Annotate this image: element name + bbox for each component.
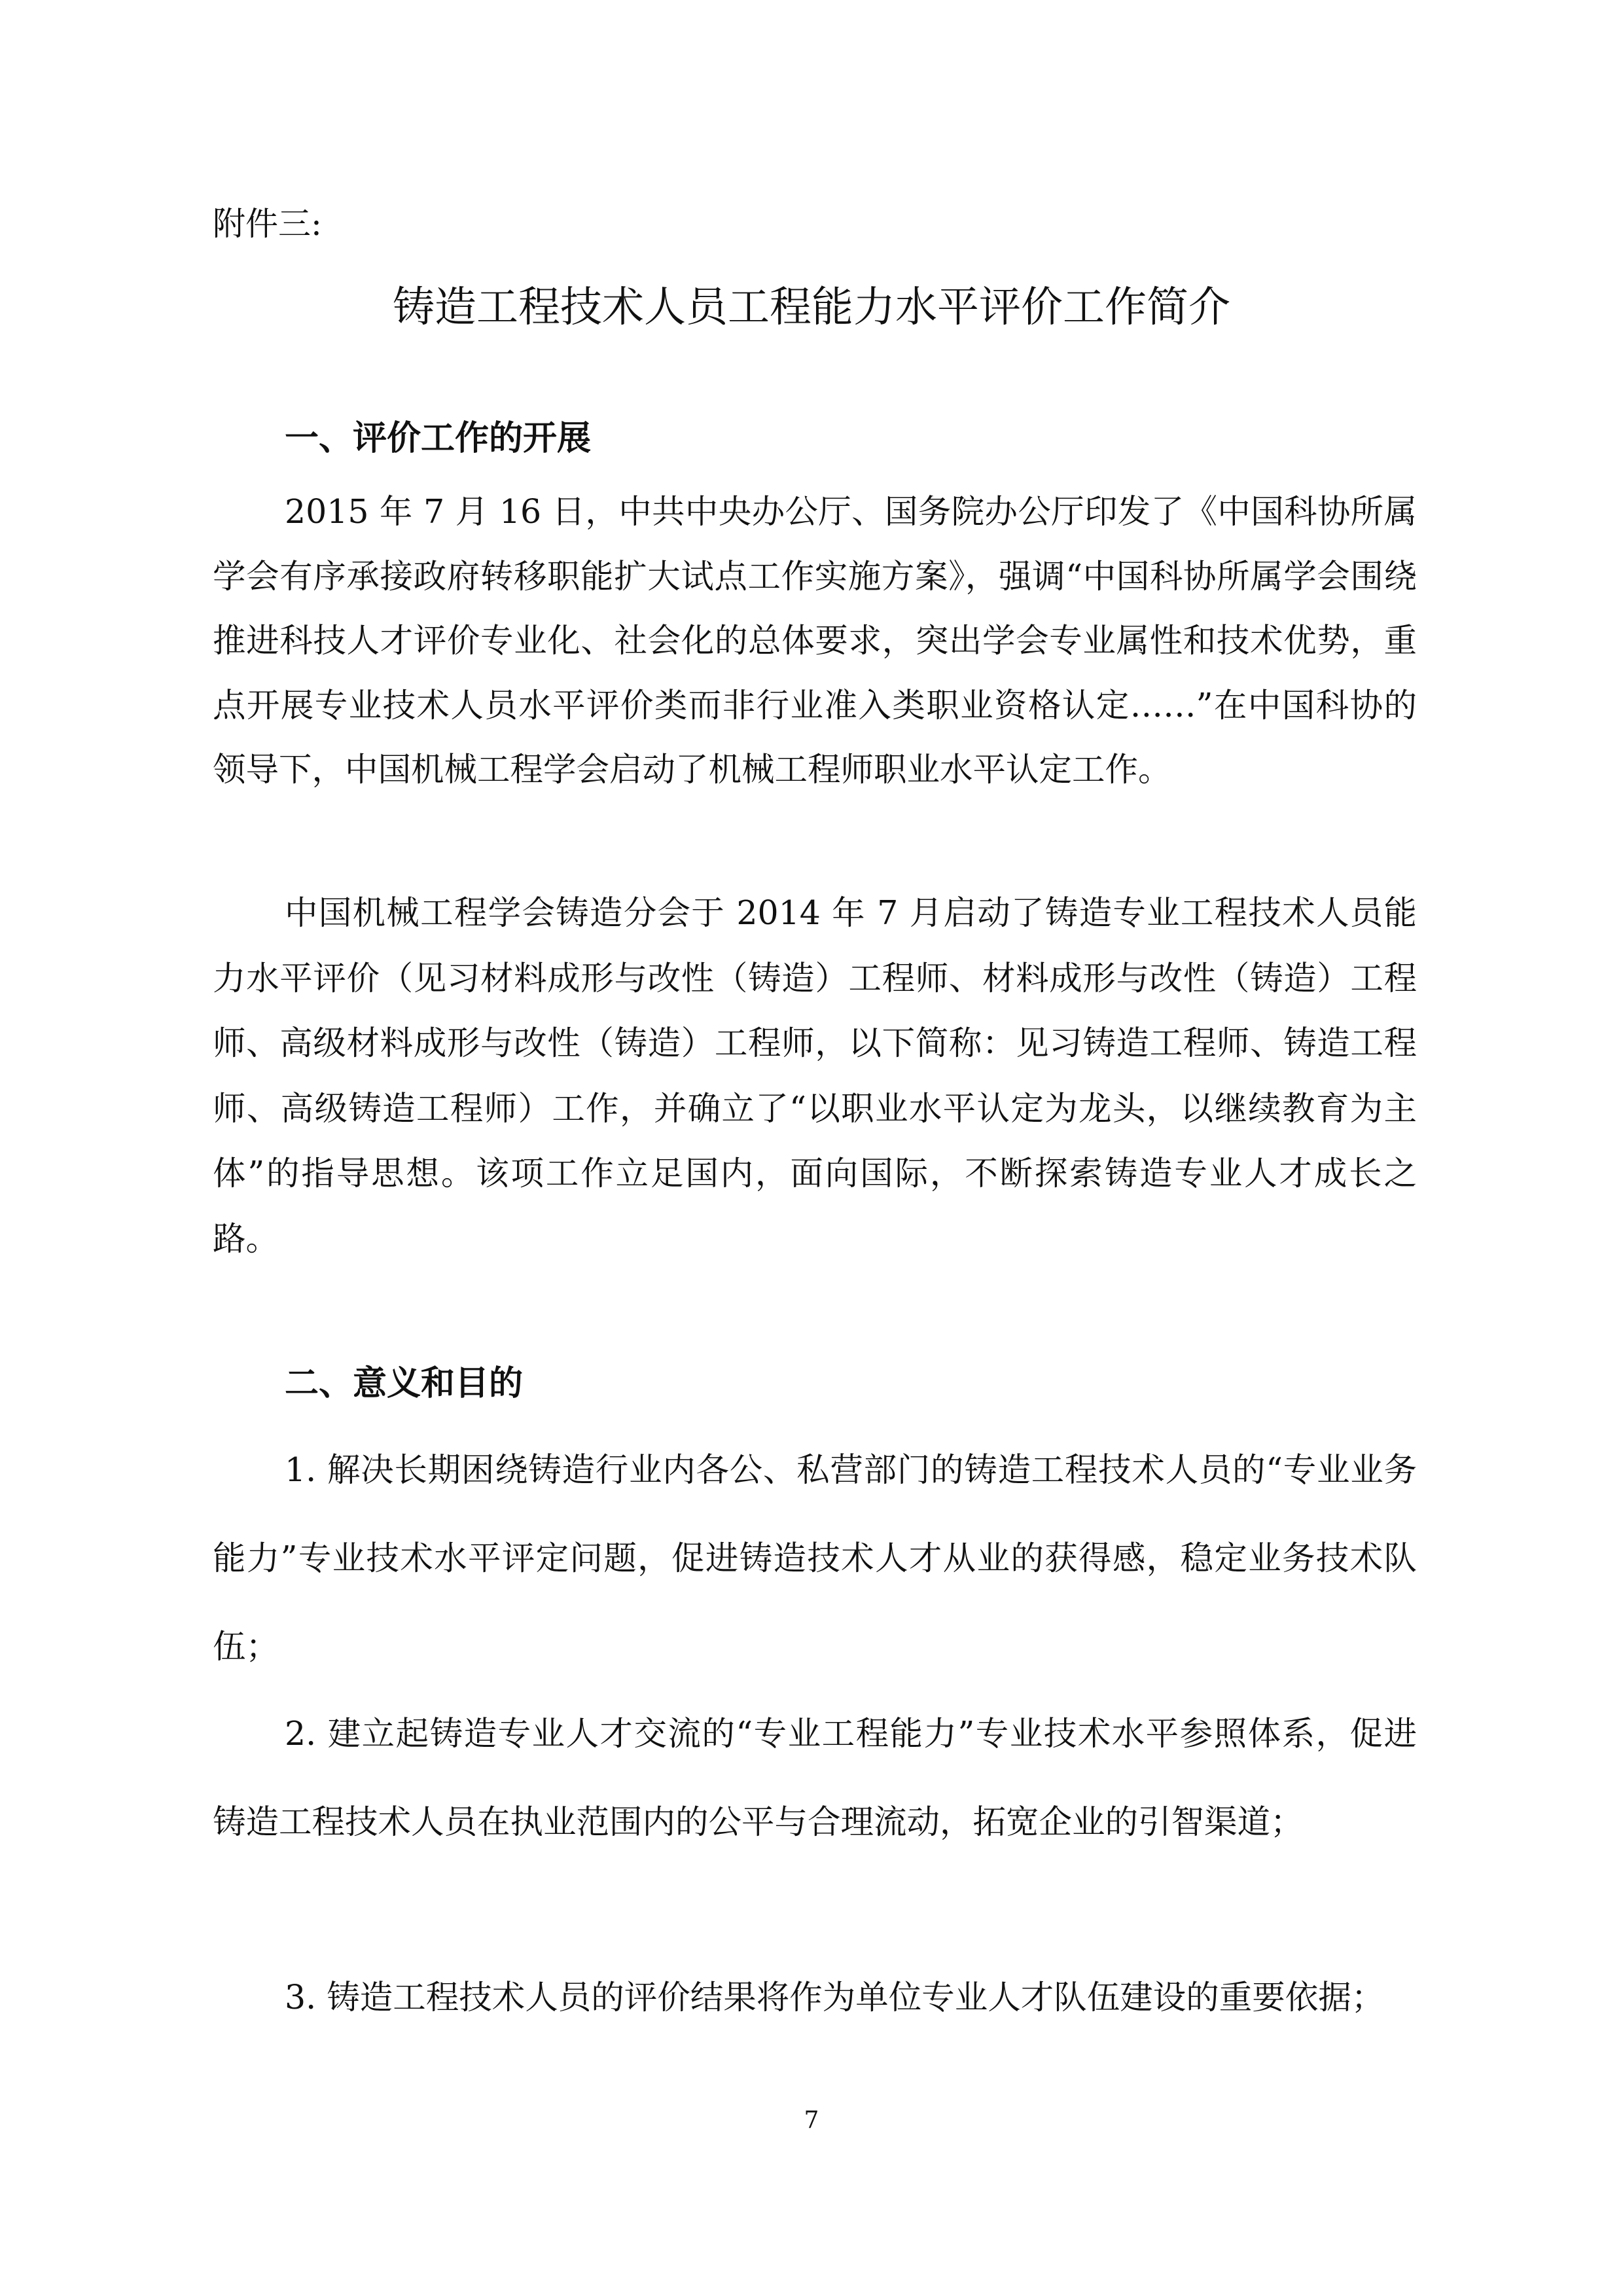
- section-2-item-2: 2. 建立起铸造专业人才交流的“专业工程能力”专业技术水平参照体系，促进铸造工程技术人员在执业范围内的公平与合理流动，拓宽企业的引智渠道；: [213, 1714, 1417, 1841]
- annex-label: 附件三:: [213, 205, 322, 243]
- document-title: 铸造工程技术人员工程能力水平评价工作简介: [393, 283, 1230, 332]
- section-1-paragraph-1: 2015 年 7 月 16 日，中共中央办公厅、国务院办公厅印发了《中国科协所属学会有序承接政府转移职能扩大试点工作实施方案》，强调“中国科协所属学会围绕推进科技人才评价专业化、社会化的总体要求，突出学会专业属性和技术优势，重点开展专业技术人员水平评价类而非行业准入类职业资格认定……”在中国科协的领导下，中国机械工程学会启动了机械工程师职业水平认定工作。: [213, 492, 1417, 789]
- section-2-item-1: 1. 解决长期困绕铸造行业内各公、私营部门的铸造工程技术人员的“专业业务能力”专业技术水平评定问题，促进铸造技术人才从业的获得感，稳定业务技术队伍；: [213, 1450, 1417, 1666]
- page-number: 7: [804, 2107, 819, 2134]
- section-heading-2: 二、意义和目的: [285, 1364, 524, 1403]
- section-1-paragraph-2: 中国机械工程学会铸造分会于 2014 年 7 月启动了铸造专业工程技术人员能力水平评价（见习材料成形与改性（铸造）工程师、材料成形与改性（铸造）工程师、高级材料成形与改性（铸造）工程师，以下简称：见习铸造工程师、铸造工程师、高级铸造工程师）工作，并确立了“以职业水平认定为龙头，以继续教育为主体”的指导思想。该项工作立足国内，面向国际，不断探索铸造专业人才成长之路。: [213, 893, 1417, 1258]
- section-heading-1: 一、评价工作的开展: [285, 419, 592, 458]
- section-2-item-3: 3. 铸造工程技术人员的评价结果将作为单位专业人才队伍建设的重要依据；: [285, 1978, 1385, 2017]
